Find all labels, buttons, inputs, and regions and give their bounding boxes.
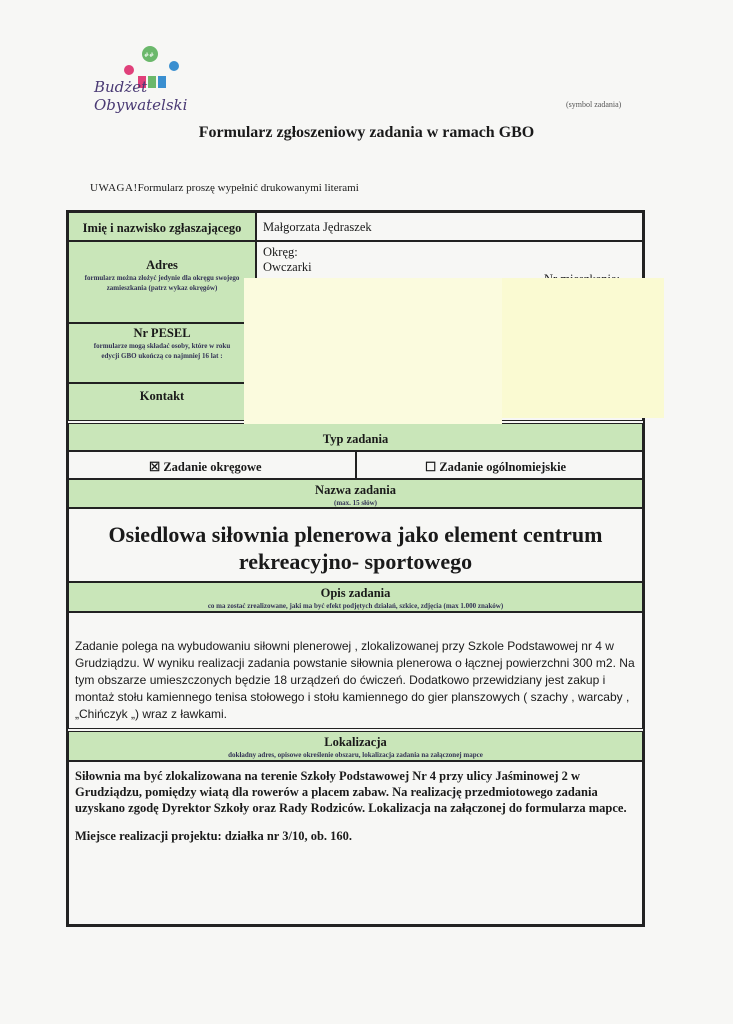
- checkbox-empty-icon: ☐: [425, 460, 437, 474]
- logo-line1: Budżet: [94, 78, 148, 96]
- desc-value[interactable]: Zadanie polega na wybudowaniu siłowni plenerowej , zlokalizowanej przy Szkole Podstawowej nr 4 w Grudziądzu. W wyniku realizacji zadania powstanie siłownia plenerowa o łącznej powierzchni 300 m2. Na tym obszarze umieszczonych będzie 18 urządzeń do ćwiczeń. Dodatkowo przewidziany jest zakup i montaż stołu kamiennego tenisa stołowego i stołu kamiennego do gier planszowych ( szachy , warcaby , „Chińczyk „) wraz z ławkami.: [68, 612, 643, 729]
- loc-place: Miejsce realizacji projektu: działka nr 3/10, ob. 160.: [75, 829, 353, 843]
- type-local-text: Zadanie okręgowe: [163, 460, 262, 474]
- type-label: Typ zadania: [68, 423, 643, 451]
- pesel-cell: [68, 323, 256, 383]
- pesel-note: formularze mogą składać osoby, które w roku edycji GBO ukończą co najmniej 16 lat :: [93, 342, 231, 360]
- type-city-text: Zadanie ogólnomiejskie: [439, 460, 567, 474]
- district-label: Okręg:: [263, 245, 298, 259]
- contact-label: Kontakt: [68, 383, 256, 421]
- address-cell: [68, 241, 256, 323]
- loc-label: Lokalizacja: [324, 735, 387, 749]
- desc-note: co ma zostać zrealizowane, jaki ma być efekt podjętych działań, szkice, zdjęcia (max 1.000 znaków): [207, 602, 504, 610]
- task-name-value[interactable]: Osiedlowa siłownia plenerowa jako element centrum rekreacyjno- sportowego: [68, 508, 643, 582]
- loc-value-cell[interactable]: [68, 761, 643, 925]
- loc-header: [68, 731, 643, 761]
- address-label: Adres: [146, 258, 178, 272]
- notice-text: Formularz proszę wypełnić drukowanymi literami: [137, 182, 359, 194]
- form-title: Formularz zgłoszeniowy zadania w ramach GBO: [198, 124, 535, 141]
- district-value: Owczarki: [263, 260, 312, 274]
- name-label: Imię i nazwisko zgłaszającego: [68, 212, 256, 241]
- checkbox-checked-icon: ☒: [149, 460, 161, 474]
- type-city-option[interactable]: [356, 451, 643, 479]
- logo-line2: Obywatelski: [94, 96, 188, 114]
- address-note: formularz można złożyć jedynie dla okręgu swojego zamieszkania (patrz wykaz okręgów): [84, 274, 240, 292]
- desc-header: [68, 582, 643, 612]
- name-value[interactable]: Małgorzata Jędraszek: [256, 212, 643, 241]
- redaction-block-lower: [244, 278, 502, 424]
- task-name-header: [68, 479, 643, 508]
- svg-text:##: ##: [144, 52, 155, 59]
- task-name-note: (max. 15 słów): [334, 499, 377, 507]
- notice: [90, 182, 359, 194]
- type-local-option[interactable]: [68, 451, 356, 479]
- logo-text: [94, 78, 187, 114]
- loc-note: dokładny adres, opisowe określenie obszaru, lokalizacja zadania na załączonej mapce: [228, 751, 483, 759]
- symbol-label: (symbol zadania): [566, 100, 622, 109]
- desc-label: Opis zadania: [320, 586, 391, 600]
- task-name-label: Nazwa zadania: [315, 483, 396, 497]
- notice-label: UWAGA!: [90, 182, 138, 194]
- loc-value: Siłownia ma być zlokalizowana na terenie Szkoły Podstawowej Nr 4 przy ulicy Jaśminowej 2 w Grudziądzu, pomiędzy wiatą dla rowerów a placem zabaw. Na realizację przedmiotowego zadania uzyskano zgodę Dyrektor Szkoły oraz Rady Rodziców. Lokalizacja na załączonej do formularza mapce.: [75, 769, 627, 815]
- pesel-label: Nr PESEL: [133, 326, 191, 340]
